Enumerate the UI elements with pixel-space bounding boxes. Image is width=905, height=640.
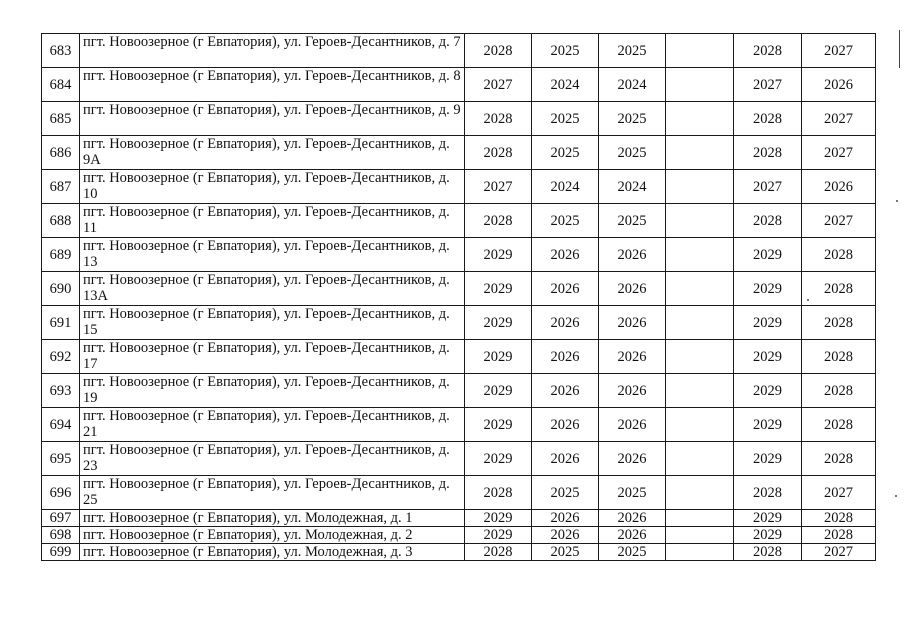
address-cell: пгт. Новоозерное (г Евпатория), ул. Героев-Десантников, д. 9 [80,102,465,136]
housing-registry-table [41,33,876,561]
year-cell-1: 2029 [465,340,532,374]
year-cell-6: 2028 [802,272,876,306]
year-cell-5: 2029 [734,374,802,408]
year-cell-3: 2026 [599,510,666,527]
address-cell: пгт. Новоозерное (г Евпатория), ул. Молодежная, д. 1 [80,510,465,527]
year-cell-3: 2026 [599,442,666,476]
table-row [42,136,876,170]
year-cell-6: 2027 [802,34,876,68]
year-cell-5: 2029 [734,238,802,272]
year-cell-4 [666,510,734,527]
table-row [42,544,876,561]
year-cell-2: 2025 [532,136,599,170]
year-cell-3: 2025 [599,102,666,136]
year-cell-4 [666,136,734,170]
table-row [42,476,876,510]
year-cell-1: 2029 [465,527,532,544]
year-cell-2: 2026 [532,442,599,476]
year-cell-2: 2026 [532,340,599,374]
row-number-cell: 690 [42,272,80,306]
year-cell-3: 2026 [599,374,666,408]
year-cell-6: 2028 [802,442,876,476]
row-number-cell: 685 [42,102,80,136]
row-number-cell: 693 [42,374,80,408]
year-cell-5: 2029 [734,527,802,544]
year-cell-6: 2028 [802,408,876,442]
table-row [42,374,876,408]
year-cell-1: 2028 [465,34,532,68]
table-row [42,238,876,272]
year-cell-5: 2029 [734,272,802,306]
year-cell-4 [666,527,734,544]
year-cell-6: 2028 [802,306,876,340]
table-row [42,204,876,238]
year-cell-2: 2025 [532,544,599,561]
year-cell-4 [666,102,734,136]
year-cell-1: 2028 [465,204,532,238]
year-cell-5: 2028 [734,34,802,68]
year-cell-4 [666,476,734,510]
scan-speck [895,495,897,497]
year-cell-4 [666,442,734,476]
year-cell-6: 2028 [802,340,876,374]
year-cell-5: 2028 [734,136,802,170]
year-cell-3: 2026 [599,527,666,544]
year-cell-1: 2028 [465,544,532,561]
table-row [42,102,876,136]
year-cell-1: 2029 [465,442,532,476]
scan-speck [896,200,898,202]
table-row [42,272,876,306]
year-cell-2: 2025 [532,34,599,68]
row-number-cell: 694 [42,408,80,442]
year-cell-6: 2028 [802,374,876,408]
address-cell: пгт. Новоозерное (г Евпатория), ул. Героев-Десантников, д. 11 [80,204,465,238]
year-cell-5: 2029 [734,408,802,442]
year-cell-3: 2025 [599,34,666,68]
year-cell-5: 2028 [734,476,802,510]
year-cell-6: 2028 [802,238,876,272]
year-cell-6: 2027 [802,476,876,510]
row-number-cell: 683 [42,34,80,68]
year-cell-1: 2028 [465,136,532,170]
table-row [42,408,876,442]
year-cell-1: 2028 [465,476,532,510]
year-cell-4 [666,306,734,340]
year-cell-1: 2029 [465,306,532,340]
table-row [42,306,876,340]
year-cell-2: 2025 [532,476,599,510]
year-cell-1: 2029 [465,408,532,442]
year-cell-4 [666,68,734,102]
address-cell: пгт. Новоозерное (г Евпатория), ул. Героев-Десантников, д. 7 [80,34,465,68]
year-cell-3: 2026 [599,340,666,374]
table-row [42,442,876,476]
year-cell-5: 2028 [734,204,802,238]
year-cell-6: 2027 [802,204,876,238]
year-cell-3: 2024 [599,68,666,102]
scan-speck [807,299,809,301]
year-cell-1: 2029 [465,510,532,527]
year-cell-5: 2027 [734,68,802,102]
year-cell-5: 2029 [734,442,802,476]
table-row [42,34,876,68]
row-number-cell: 688 [42,204,80,238]
year-cell-2: 2025 [532,102,599,136]
year-cell-5: 2028 [734,544,802,561]
year-cell-1: 2028 [465,102,532,136]
table-body [42,34,876,561]
row-number-cell: 689 [42,238,80,272]
year-cell-1: 2027 [465,170,532,204]
year-cell-3: 2024 [599,170,666,204]
year-cell-2: 2026 [532,374,599,408]
year-cell-4 [666,34,734,68]
year-cell-4 [666,374,734,408]
address-cell: пгт. Новоозерное (г Евпатория), ул. Героев-Десантников, д. 25 [80,476,465,510]
year-cell-3: 2026 [599,272,666,306]
year-cell-1: 2029 [465,238,532,272]
year-cell-3: 2026 [599,238,666,272]
year-cell-2: 2026 [532,510,599,527]
year-cell-2: 2026 [532,408,599,442]
year-cell-4 [666,170,734,204]
year-cell-6: 2028 [802,510,876,527]
year-cell-6: 2026 [802,170,876,204]
row-number-cell: 695 [42,442,80,476]
year-cell-3: 2025 [599,544,666,561]
year-cell-2: 2026 [532,306,599,340]
year-cell-2: 2024 [532,170,599,204]
address-cell: пгт. Новоозерное (г Евпатория), ул. Героев-Десантников, д. 13 [80,238,465,272]
address-cell: пгт. Новоозерное (г Евпатория), ул. Героев-Десантников, д. 8 [80,68,465,102]
year-cell-2: 2024 [532,68,599,102]
year-cell-4 [666,272,734,306]
table-row [42,340,876,374]
table-row [42,510,876,527]
address-cell: пгт. Новоозерное (г Евпатория), ул. Героев-Десантников, д. 15 [80,306,465,340]
year-cell-5: 2029 [734,306,802,340]
address-cell: пгт. Новоозерное (г Евпатория), ул. Героев-Десантников, д. 23 [80,442,465,476]
year-cell-4 [666,408,734,442]
year-cell-1: 2029 [465,272,532,306]
year-cell-3: 2026 [599,306,666,340]
year-cell-4 [666,204,734,238]
row-number-cell: 697 [42,510,80,527]
year-cell-3: 2025 [599,476,666,510]
year-cell-6: 2027 [802,102,876,136]
year-cell-5: 2029 [734,340,802,374]
year-cell-2: 2025 [532,204,599,238]
table-row [42,527,876,544]
year-cell-5: 2028 [734,102,802,136]
row-number-cell: 698 [42,527,80,544]
year-cell-6: 2027 [802,136,876,170]
address-cell: пгт. Новоозерное (г Евпатория), ул. Героев-Десантников, д. 9А [80,136,465,170]
address-cell: пгт. Новоозерное (г Евпатория), ул. Героев-Десантников, д. 19 [80,374,465,408]
row-number-cell: 687 [42,170,80,204]
year-cell-6: 2026 [802,68,876,102]
year-cell-2: 2026 [532,527,599,544]
row-number-cell: 686 [42,136,80,170]
row-number-cell: 684 [42,68,80,102]
table-row [42,68,876,102]
address-cell: пгт. Новоозерное (г Евпатория), ул. Героев-Десантников, д. 13А [80,272,465,306]
row-number-cell: 692 [42,340,80,374]
year-cell-1: 2027 [465,68,532,102]
page-edge-mark [899,30,900,68]
year-cell-5: 2027 [734,170,802,204]
year-cell-3: 2026 [599,408,666,442]
year-cell-2: 2026 [532,238,599,272]
year-cell-4 [666,544,734,561]
row-number-cell: 696 [42,476,80,510]
address-cell: пгт. Новоозерное (г Евпатория), ул. Героев-Десантников, д. 17 [80,340,465,374]
address-cell: пгт. Новоозерное (г Евпатория), ул. Молодежная, д. 2 [80,527,465,544]
address-cell: пгт. Новоозерное (г Евпатория), ул. Молодежная, д. 3 [80,544,465,561]
year-cell-3: 2025 [599,204,666,238]
table-row [42,170,876,204]
year-cell-2: 2026 [532,272,599,306]
address-cell: пгт. Новоозерное (г Евпатория), ул. Героев-Десантников, д. 21 [80,408,465,442]
year-cell-3: 2025 [599,136,666,170]
year-cell-6: 2027 [802,544,876,561]
year-cell-4 [666,238,734,272]
year-cell-1: 2029 [465,374,532,408]
year-cell-5: 2029 [734,510,802,527]
row-number-cell: 691 [42,306,80,340]
row-number-cell: 699 [42,544,80,561]
address-cell: пгт. Новоозерное (г Евпатория), ул. Героев-Десантников, д. 10 [80,170,465,204]
year-cell-6: 2028 [802,527,876,544]
year-cell-4 [666,340,734,374]
